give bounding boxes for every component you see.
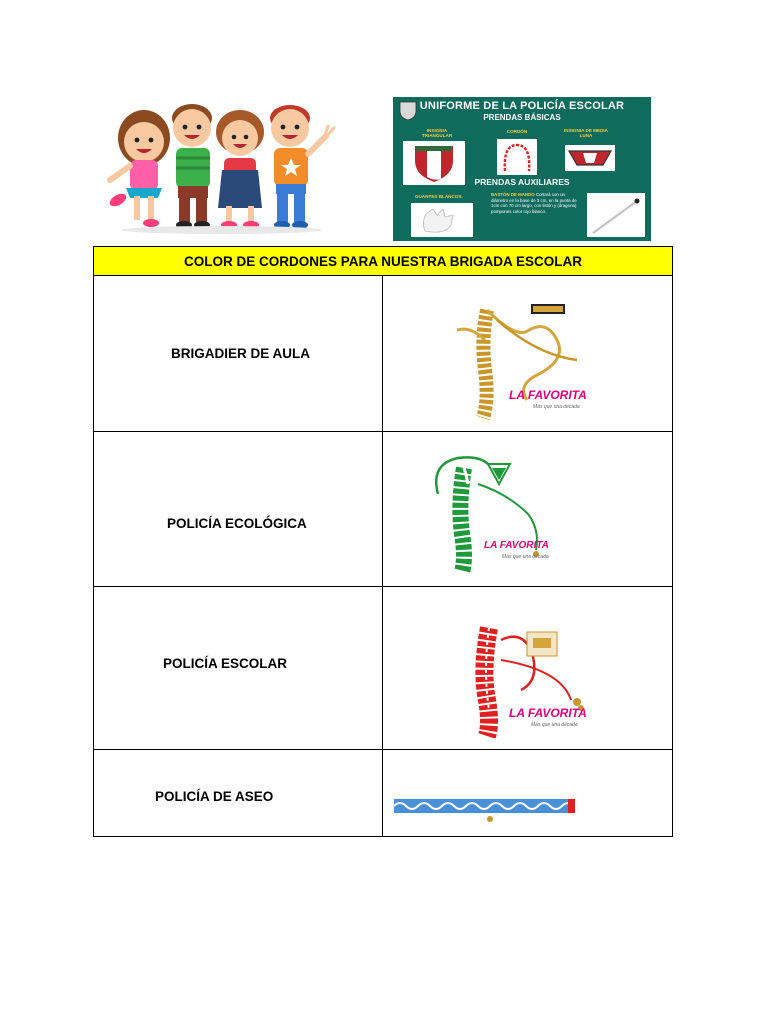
poster-baston-image	[587, 193, 645, 237]
poster-section-basic: PRENDAS BÁSICAS	[483, 113, 561, 122]
brand-tagline: Más que una década	[531, 722, 578, 728]
girl-overalls-figure	[216, 110, 264, 229]
poster-label-guantes: GUANTES BLANCOS.	[415, 194, 463, 199]
red-cord-image	[461, 620, 593, 738]
blue-cord-image	[394, 797, 575, 825]
green-cord-photo	[428, 454, 552, 574]
column-divider	[382, 432, 383, 586]
children-illustration	[104, 96, 340, 236]
poster-media-luna-badge	[565, 145, 615, 171]
table-row	[94, 276, 672, 432]
gloves-icon	[411, 203, 473, 237]
brand-logo	[509, 388, 587, 402]
brand-logo	[484, 540, 549, 551]
poster-gloves-image	[411, 203, 473, 237]
column-divider	[382, 587, 383, 749]
uniform-poster	[393, 97, 651, 241]
table-row	[94, 750, 672, 836]
half-moon-badge-icon	[565, 145, 615, 171]
poster-title: UNIFORME DE LA POLICÍA ESCOLAR	[419, 100, 625, 112]
brand-logo-text: LA FAVORITA	[509, 706, 587, 720]
poster-cordon-image	[497, 139, 537, 175]
poster-label-triangular: INSIGNIA TRIANGULAR	[421, 128, 453, 138]
gold-cord-photo	[457, 300, 593, 420]
brand-tagline: Más que una década	[502, 554, 549, 560]
boy-orange-figure	[270, 105, 334, 229]
row-label-brigadier: BRIGADIER DE AULA	[171, 346, 311, 361]
poster-baston-text: Cortará con un diámetro en la base de 3 cm, en la punta de 1cm con 70 cm largo, con listón y (dragona) pompones color rojo blanco.	[491, 192, 577, 214]
table-row	[94, 587, 672, 750]
poster-label-media-luna: INSIGNIA DE MEDIA LUNA	[564, 128, 608, 138]
brand-tagline: Más que una década	[533, 404, 580, 410]
blue-cord-photo	[394, 797, 575, 825]
red-cord-photo	[461, 620, 593, 738]
cord-color-table	[93, 246, 673, 837]
row-label-ecologica: POLICÍA ECOLÓGICA	[167, 516, 307, 531]
boy-green-figure	[172, 104, 212, 229]
poster-baston-title: BASTÓN DE MANDO	[491, 192, 535, 197]
table-row	[94, 432, 672, 587]
column-divider	[382, 276, 383, 431]
column-divider	[382, 750, 383, 836]
baton-icon	[587, 193, 645, 237]
table-header: COLOR DE CORDONES PARA NUESTRA BRIGADA ESCOLAR	[94, 247, 672, 276]
gold-cord-image	[457, 300, 593, 420]
brand-logo-text: LA FAVORITA	[509, 388, 587, 402]
row-label-aseo: POLICÍA DE ASEO	[155, 789, 274, 804]
girl-pink-figure	[108, 110, 170, 227]
brand-logo	[509, 706, 587, 720]
poster-section-aux: PRENDAS AUXILIARES	[474, 177, 570, 187]
row-label-escolar: POLICÍA ESCOLAR	[163, 656, 288, 671]
poster-label-cordon: CORDÓN	[506, 129, 528, 134]
brand-logo-text: LA FAVORITA	[484, 540, 549, 551]
cordon-icon	[497, 139, 537, 175]
poster-baston-description	[491, 192, 581, 214]
